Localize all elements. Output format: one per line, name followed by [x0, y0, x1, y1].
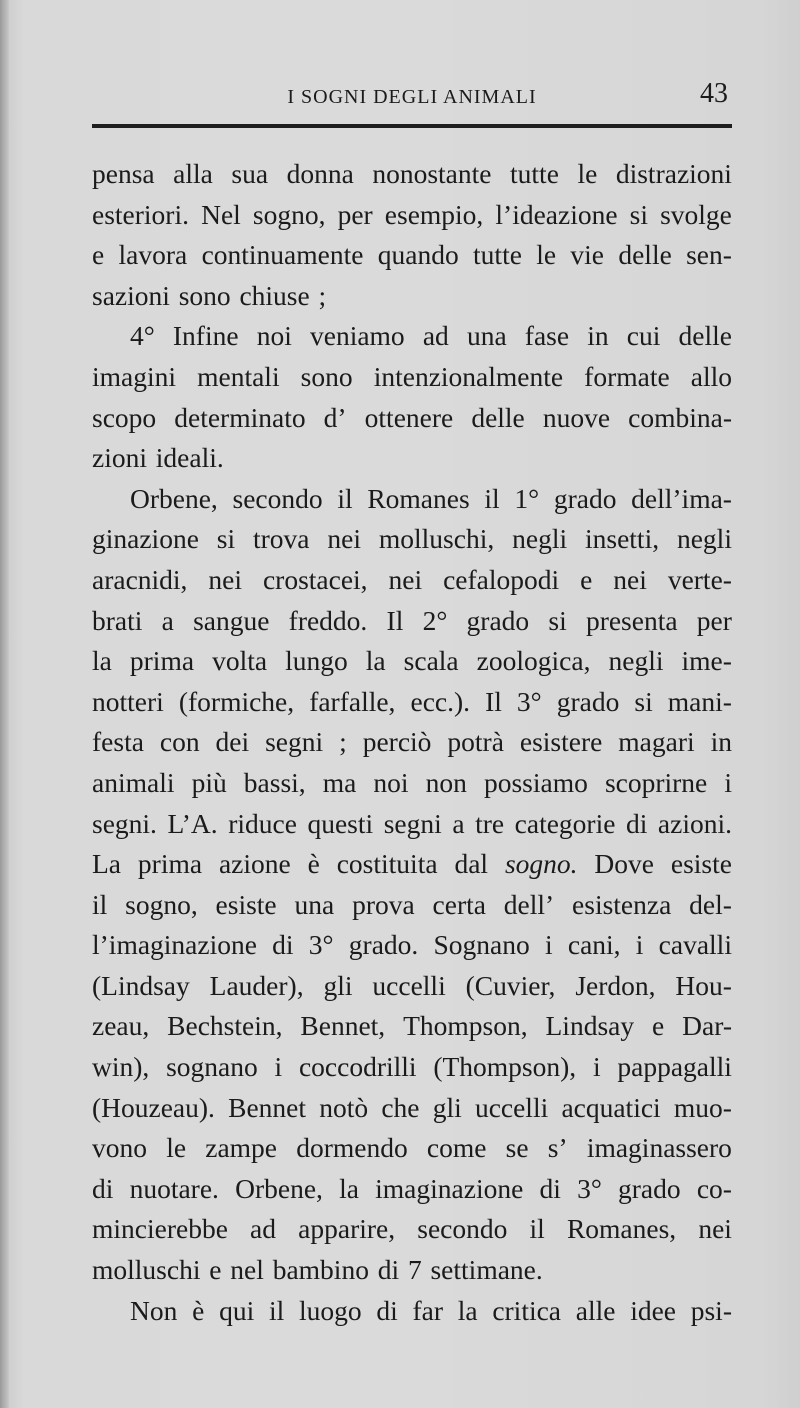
text-line: molluschi e nel bambino di 7 settimane. [92, 1254, 543, 1286]
text-line: imagini mentali sono intenzionalmente formate allo [92, 360, 732, 392]
text-line: la prima volta lungo la scala zoologica, negli ime- [92, 645, 732, 677]
text-line: brati a sangue freddo. Il 2° grado si presenta per [92, 604, 732, 636]
text-line: segni. L’A. riduce questi segni a tre categorie di azioni. [92, 807, 732, 839]
text-line: vono le zampe dormendo come se s’ imaginassero [92, 1132, 732, 1164]
text-line: ginazione si trova nei molluschi, negli insetti, negli [92, 523, 732, 555]
text-line: esteriori. Nel sogno, per esempio, l’ideazione si svolge [92, 198, 732, 230]
text-line: zioni ideali. [92, 442, 224, 474]
text-line: l’imaginazione di 3° grado. Sognano i cani, i cavalli [92, 929, 732, 961]
text-line: mincierebbe ad apparire, secondo il Romanes, nei [92, 1213, 732, 1245]
text-line: il sogno, esiste una prova certa dell’ esistenza del- [92, 888, 732, 920]
text-line: zeau, Bechstein, Bennet, Thompson, Lindsay e Dar- [92, 1010, 732, 1042]
text-line: festa con dei segni ; perciò potrà esistere magari in [92, 726, 732, 758]
text-line: e lavora continuamente quando tutte le vie delle sen- [92, 239, 732, 271]
text-line: 4° Infine noi veniamo ad una fase in cui delle [130, 320, 732, 352]
text-line: scopo determinato d’ ottenere delle nuove combina- [92, 401, 732, 433]
page-number: 43 [700, 78, 728, 109]
running-title: I SOGNI DEGLI ANIMALI [287, 86, 537, 108]
text-line: Orbene, secondo il Romanes il 1° grado dell’ima- [130, 482, 732, 514]
text-line: animali più bassi, ma noi non possiamo scoprirne i [92, 766, 732, 798]
page-edge-shadow [0, 0, 9, 1408]
header-rule [92, 124, 732, 128]
text-line: La prima azione è costituita dal sogno. Dove esiste [92, 848, 732, 880]
text-line: Non è qui il luogo di far la critica alle idee psi- [130, 1294, 732, 1326]
text-line: (Lindsay Lauder), gli uccelli (Cuvier, Jerdon, Hou- [92, 969, 732, 1001]
text-line: pensa alla sua donna nonostante tutte le distrazioni [92, 158, 732, 189]
text-line: aracnidi, nei crostacei, nei cefalopodi e nei verte- [92, 563, 732, 595]
text-line: sazioni sono chiuse ; [92, 279, 327, 311]
running-header [92, 78, 732, 118]
body-text [92, 154, 732, 1331]
text-line: di nuotare. Orbene, la imaginazione di 3° grado co- [92, 1172, 732, 1204]
text-line: (Houzeau). Bennet notò che gli uccelli acquatici muo- [92, 1091, 732, 1123]
text-line: notteri (formiche, farfalle, ecc.). Il 3° grado si mani- [92, 685, 732, 717]
text-line: win), sognano i coccodrilli (Thompson), i pappagalli [92, 1051, 732, 1083]
